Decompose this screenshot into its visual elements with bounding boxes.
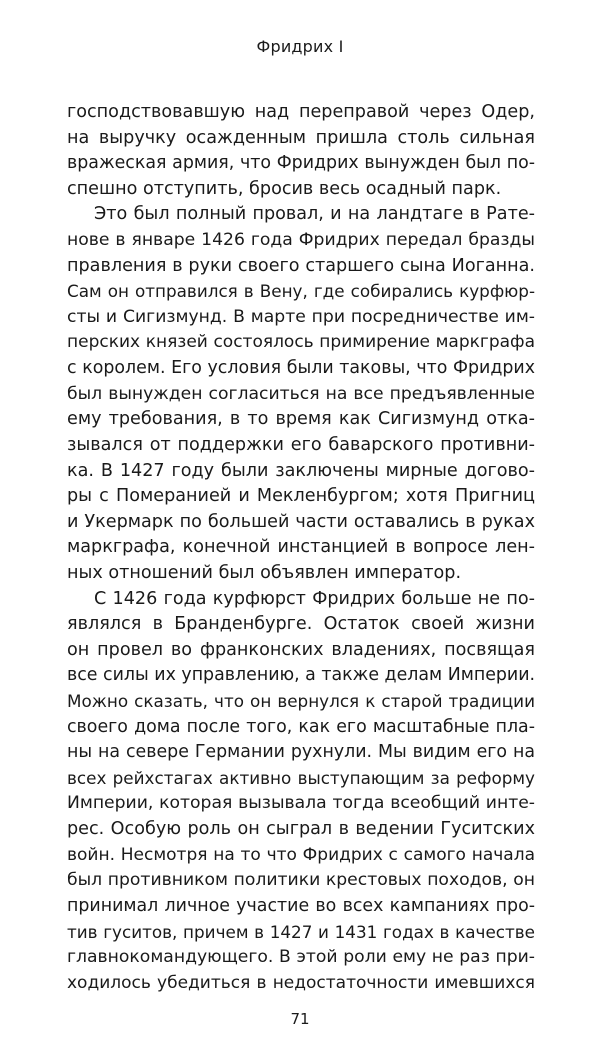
text-line: спешно отступить, бросив весь осадный парк. [67,178,502,199]
text-line: ходилось убедиться в недостаточности имевшихся [67,972,535,993]
text-line: рес. Особую роль он сыграл в ведении Гуситских [67,819,535,840]
text-line: правления в руки своего старшего сына Иоганна. [67,255,535,276]
text-line: С 1426 года курфюрст Фридрих больше не по- [94,588,535,609]
text-line: перских князей состоялось примирение маркграфа [67,332,535,353]
text-line: главнокомандующего. В этой роли ему не раз при- [67,947,535,968]
text-line: сты и Сигизмунд. В марте при посредничестве им- [67,306,535,327]
text-line: господствовавшую над переправой через Одер, [67,102,535,122]
text-line: и Укермарк по большей части оставались в руках [67,511,535,532]
text-line: Это был полный провал, и на ландтаге в Рате- [94,204,535,225]
text-line: был вынужден согласиться на все предъявленные [67,383,535,404]
text-line: войн. Несмотря на то что Фридрих с самого начала [67,844,535,865]
text-line: ему требования, в то время как Сигизмунд отка- [67,409,535,430]
text-line: Империи, которая вызывала тогда всеобщий инте- [67,793,535,814]
text-line: ка. В 1427 году были заключены мирные догово- [67,460,535,481]
body-text [67,100,535,996]
text-line: вражеская армия, что Фридрих вынужден был по- [67,153,535,174]
text-line: ны на севере Германии рухнули. Мы видим его на [67,742,535,763]
page-number: 71 [290,1010,310,1028]
text-line: принимал личное участие во всех кампаниях про- [67,895,535,916]
text-line: ры с Померанией и Мекленбургом; хотя Пригниц [67,486,535,507]
text-line: нове в январе 1426 года Фридрих передал бразды [67,230,535,251]
text-line: маркграфа, конечной инстанцией в вопросе лен- [67,537,535,558]
text-line: тив гуситов, причем в 1427 и 1431 годах в качестве [67,921,535,942]
text-line: являлся в Бранденбурге. Остаток своей жизни [67,614,535,635]
text-line: на выручку осажденным пришла столь сильная [67,127,535,148]
text-line: зывался от поддержки его баварского противни- [67,434,535,455]
text-line: Можно сказать, что он вернулся к старой традиции [67,691,535,712]
text-line: с королем. Его условия были таковы, что Фридрих [67,358,535,379]
text-line: он провел во франконских владениях, посвящая [67,639,535,660]
running-head: Фридрих I [256,37,344,56]
text-line: ных отношений был объявлен император. [67,562,462,583]
text-line: все силы их управлению, а также делам Империи. [67,665,535,686]
text-line: был противником политики крестовых походов, он [67,870,535,891]
text-line: Сам он отправился в Вену, где собирались курфюр- [67,281,535,302]
text-line: всех рейхстагах активно выступающим за реформу [67,767,535,788]
text-line: своего дома после того, как его масштабные пла- [67,716,535,737]
